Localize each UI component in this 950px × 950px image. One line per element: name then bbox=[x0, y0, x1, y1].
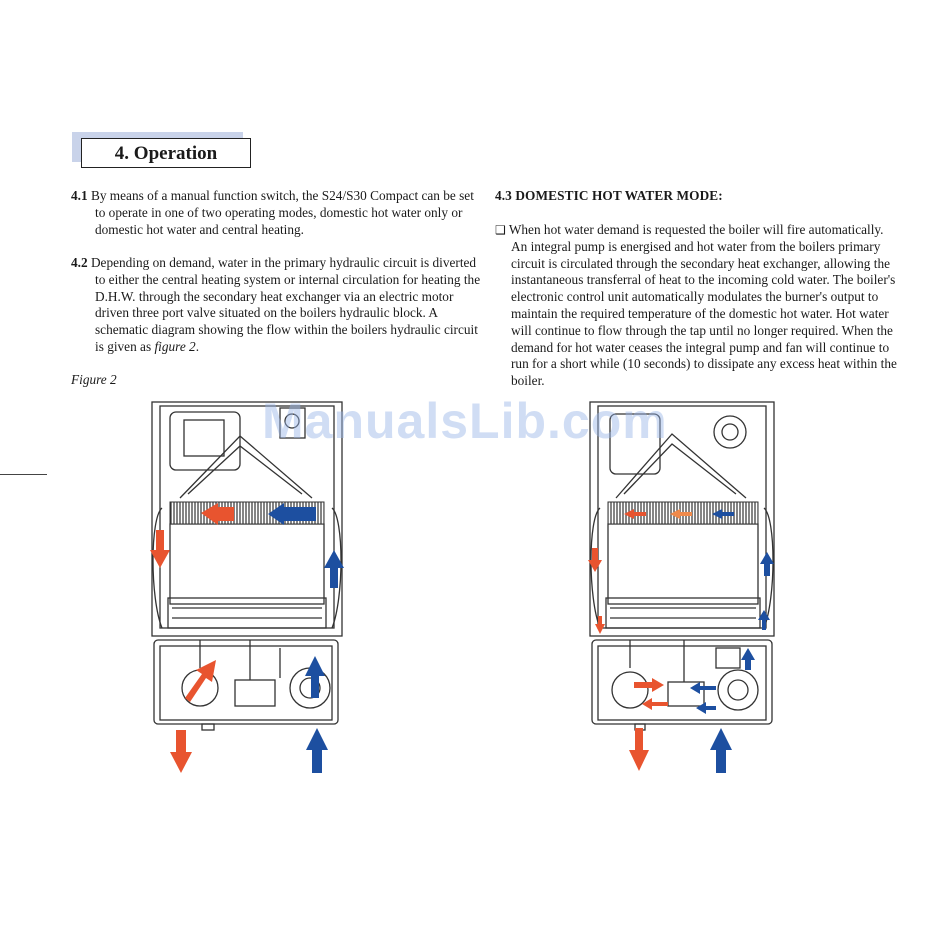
cold-flow-arrows bbox=[268, 503, 344, 773]
watermark: ManualsLib.com bbox=[262, 393, 668, 449]
boiler-diagram-central-heating bbox=[140, 398, 355, 778]
checkbox-bullet: ❑ bbox=[495, 223, 506, 237]
figure-reference: figure 2 bbox=[154, 338, 196, 354]
section-heading: 4. Operation bbox=[81, 138, 251, 168]
margin-rule bbox=[0, 474, 47, 475]
boiler-diagram-dhw-mode bbox=[580, 398, 785, 778]
section-4-3-text: When hot water demand is requested the boiler will fire automatically. An integral pump is energised and hot water from the boilers primary circuit is circulated through the secondary heat exchanger, allowing the instantaneous transferral of heat to the incoming cold water. The boiler's electronic control unit automatically modulates the burner's output to maintain the required temperature of the domestic hot water. Hot water will continue to flow through the tap until no longer required. When the demand for hot water ceases the integral pump and fan will continue to run for a short while (10 seconds) to dissipate any excess heat within the boiler. bbox=[508, 222, 897, 389]
paragraph-number: 4.2 bbox=[71, 255, 88, 270]
paragraph-end: . bbox=[195, 338, 200, 354]
paragraph-4-2 bbox=[71, 255, 482, 356]
figure-caption: Figure 2 bbox=[71, 372, 117, 387]
section-4-3-title: 4.3 DOMESTIC HOT WATER MODE: bbox=[495, 188, 723, 203]
section-4-3-body bbox=[495, 222, 898, 390]
hot-flow-arrows bbox=[150, 503, 234, 773]
paragraph-number: 4.1 bbox=[71, 188, 88, 203]
paragraph-text: By means of a manual function switch, the S24/S30 Compact can be set to operate in one of two operating modes, domestic hot water only or domestic hot water and central heating. bbox=[90, 188, 474, 237]
cold-flow-arrows bbox=[690, 509, 774, 773]
paragraph-text: Depending on demand, water in the primary hydraulic circuit is diverted to either the central heating system or internal circulation for heating the D.H.W. through the secondary heat exchanger via an electric motor driven three port valve situated on the boilers hydraulic block. A schematic diagram showing the flow within the boilers hydraulic circuit is given as bbox=[90, 255, 481, 354]
paragraph-4-1 bbox=[71, 188, 482, 238]
